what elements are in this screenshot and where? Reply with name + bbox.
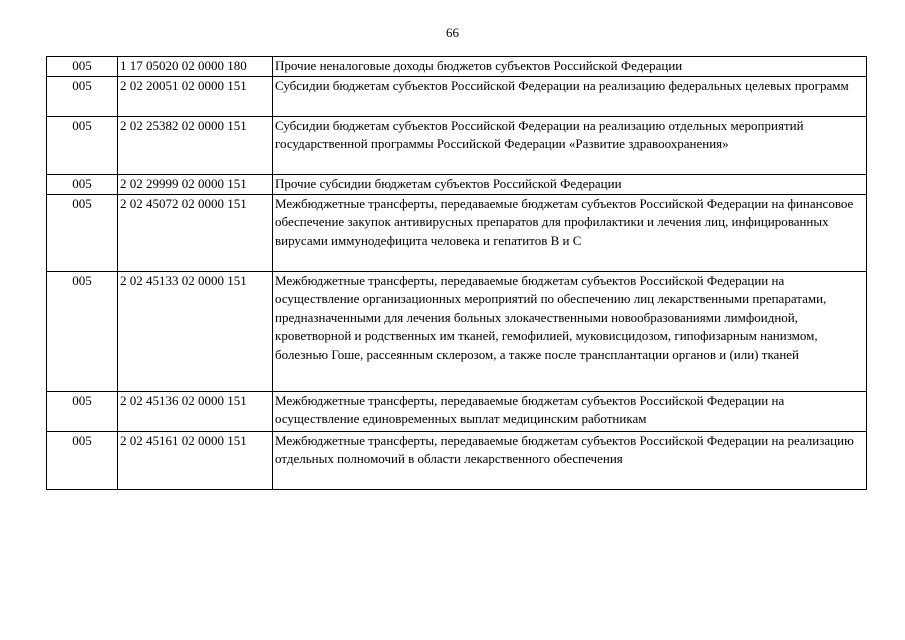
admin-code-cell: 005 <box>47 431 118 489</box>
revenue-code-cell: 2 02 25382 02 0000 151 <box>118 116 273 174</box>
table-row <box>47 57 867 77</box>
admin-code-cell: 005 <box>47 271 118 391</box>
admin-code-cell: 005 <box>47 76 118 116</box>
table-row <box>47 174 867 194</box>
table-row <box>47 194 867 271</box>
revenue-name-cell: Субсидии бюджетам субъектов Российской Федерации на реализацию федеральных целевых программ <box>273 76 867 116</box>
admin-code-cell: 005 <box>47 116 118 174</box>
table-row <box>47 391 867 431</box>
revenue-code-cell: 2 02 20051 02 0000 151 <box>118 76 273 116</box>
table-row <box>47 431 867 489</box>
table-row <box>47 116 867 174</box>
budget-classification-table <box>46 56 867 490</box>
revenue-name-cell: Межбюджетные трансферты, передаваемые бюджетам субъектов Российской Федерации на реализацию отдельных полномочий в области лекарственного обеспечения <box>273 431 867 489</box>
revenue-code-cell: 2 02 45161 02 0000 151 <box>118 431 273 489</box>
admin-code-cell: 005 <box>47 194 118 271</box>
revenue-code-cell: 2 02 45072 02 0000 151 <box>118 194 273 271</box>
table-row <box>47 271 867 391</box>
table-row <box>47 76 867 116</box>
admin-code-cell: 005 <box>47 391 118 431</box>
revenue-code-cell: 2 02 45136 02 0000 151 <box>118 391 273 431</box>
revenue-code-cell: 2 02 29999 02 0000 151 <box>118 174 273 194</box>
page-number: 66 <box>446 25 459 40</box>
admin-code-cell: 005 <box>47 174 118 194</box>
revenue-name-cell: Субсидии бюджетам субъектов Российской Федерации на реализацию отдельных мероприятий государственной программы Российской Федерации «Развитие здравоохранения» <box>273 116 867 174</box>
admin-code-cell: 005 <box>47 57 118 77</box>
revenue-name-cell: Межбюджетные трансферты, передаваемые бюджетам субъектов Российской Федерации на осуществление единовременных выплат медицинским работникам <box>273 391 867 431</box>
revenue-name-cell: Прочие субсидии бюджетам субъектов Российской Федерации <box>273 174 867 194</box>
revenue-name-cell: Межбюджетные трансферты, передаваемые бюджетам субъектов Российской Федерации на финансовое обеспечение закупок антивирусных препаратов для профилактики и лечения лиц, инфицированных вирусами иммунодефицита человека и гепатитов B и C <box>273 194 867 271</box>
revenue-name-cell: Межбюджетные трансферты, передаваемые бюджетам субъектов Российской Федерации на осуществление организационных мероприятий по обеспечению лиц лекарственными препаратами, предназначенными для лечения больных злокачественными новообразованиями лимфоидной, кроветворной и родственных им тканей, гемофилией, муковисцидозом, гипофизарным нанизмом, болезнью Гоше, рассеянным склерозом, а также после трансплантации органов и (или) тканей <box>273 271 867 391</box>
revenue-code-cell: 2 02 45133 02 0000 151 <box>118 271 273 391</box>
revenue-name-cell: Прочие неналоговые доходы бюджетов субъектов Российской Федерации <box>273 57 867 77</box>
revenue-code-cell: 1 17 05020 02 0000 180 <box>118 57 273 77</box>
